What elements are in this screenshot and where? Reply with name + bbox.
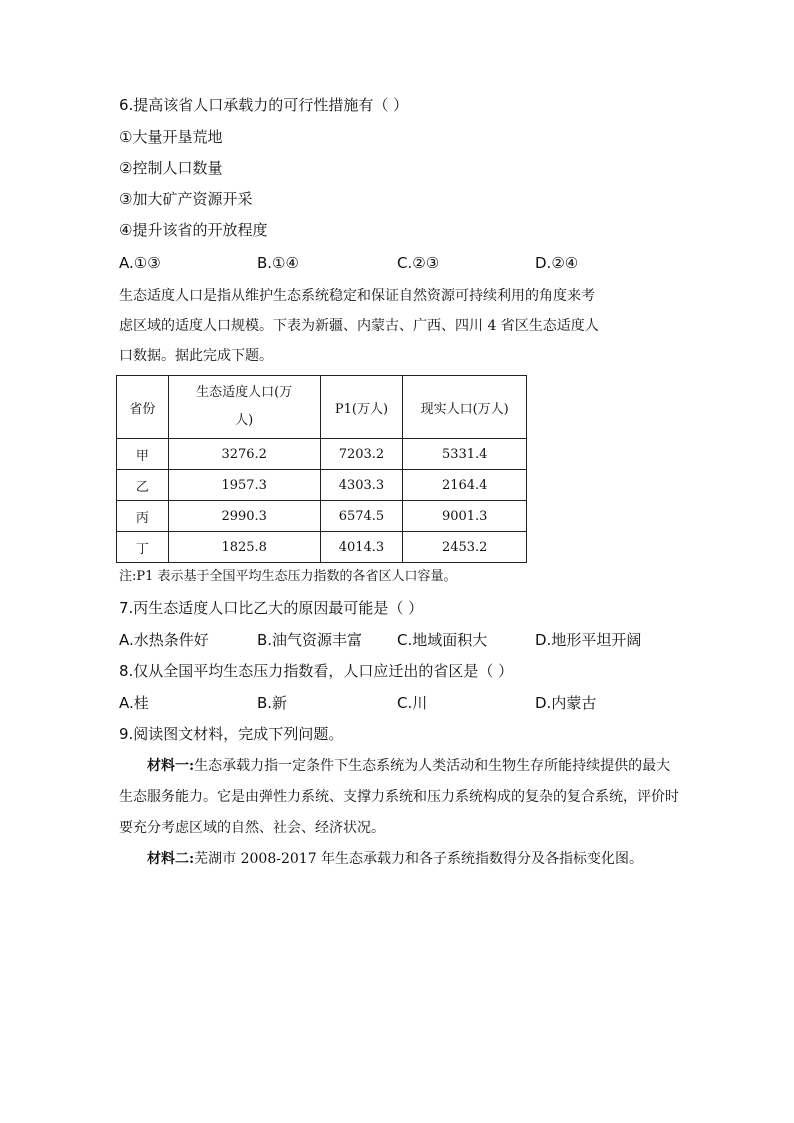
header-p1: P1(万人) bbox=[320, 376, 403, 439]
table-row bbox=[117, 470, 527, 501]
table-row bbox=[117, 501, 527, 532]
q7-option-d: D.地形平坦开阔 bbox=[535, 631, 642, 649]
cell-eco: 1825.8 bbox=[168, 532, 320, 563]
cell-real: 9001.3 bbox=[403, 501, 527, 532]
q6-option-d: D.②④ bbox=[535, 254, 579, 272]
cell-eco: 2990.3 bbox=[168, 501, 320, 532]
q8-option-b: B.新 bbox=[257, 694, 288, 712]
q6-options bbox=[119, 253, 719, 273]
q7-stem: 7.丙生态适度人口比乙大的原因最可能是（ ） bbox=[119, 599, 424, 617]
q7-option-a: A.水热条件好 bbox=[119, 631, 209, 649]
material-one bbox=[119, 751, 679, 844]
q7-option-c: C.地域面积大 bbox=[397, 631, 488, 649]
q8-option-d: D.内蒙古 bbox=[535, 694, 597, 712]
cell-p1: 7203.2 bbox=[320, 439, 403, 470]
intro-line-2: 虑区域的适度人口规模。下表为新疆、内蒙古、广西、四川 4 省区生态适度人 bbox=[119, 318, 599, 334]
material-two-label: 材料二: bbox=[147, 851, 195, 867]
q8-option-c: C.川 bbox=[397, 694, 428, 712]
cell-province: 丙 bbox=[117, 501, 169, 532]
q6-option-b: B.①④ bbox=[257, 254, 299, 272]
q6-item-3: ③加大矿产资源开采 bbox=[119, 190, 253, 208]
q7-option-b: B.油气资源丰富 bbox=[257, 631, 363, 649]
q7-options bbox=[119, 630, 719, 650]
table-row bbox=[117, 439, 527, 470]
intro-line-1: 生态适度人口是指从维护生态系统稳定和保证自然资源可持续利用的角度来考 bbox=[119, 288, 595, 304]
population-table bbox=[116, 375, 527, 563]
q8-stem: 8.仅从全国平均生态压力指数看，人口应迁出的省区是（ ） bbox=[119, 662, 514, 680]
cell-p1: 6574.5 bbox=[320, 501, 403, 532]
q6-option-a: A.①③ bbox=[119, 254, 161, 272]
q9-stem: 9.阅读图文材料，完成下列问题。 bbox=[119, 725, 344, 743]
cell-province: 甲 bbox=[117, 439, 169, 470]
cell-p1: 4303.3 bbox=[320, 470, 403, 501]
cell-real: 2164.4 bbox=[403, 470, 527, 501]
cell-province: 乙 bbox=[117, 470, 169, 501]
header-province: 省份 bbox=[117, 376, 169, 439]
q6-item-2: ②控制人口数量 bbox=[119, 159, 223, 177]
cell-real: 5331.4 bbox=[403, 439, 527, 470]
q8-option-a: A.桂 bbox=[119, 694, 149, 712]
cell-real: 2453.2 bbox=[403, 532, 527, 563]
cell-province: 丁 bbox=[117, 532, 169, 563]
table-header-row bbox=[117, 376, 527, 439]
q6-option-c: C.②③ bbox=[397, 254, 440, 272]
table-row bbox=[117, 532, 527, 563]
table-note: 注:P1 表示基于全国平均生态压力指数的各省区人口容量。 bbox=[119, 569, 457, 584]
header-eco-population bbox=[168, 376, 320, 439]
header-eco-population-text: 生态适度人口(万人) bbox=[196, 385, 293, 428]
material-one-text: 生态承载力指一定条件下生态系统为人类活动和生物生存所能持续提供的最大生态服务能力。它是由弹性力系统、支撑力系统和压力系统构成的复杂的复合系统，评价时要充分考虑区域的自然、社会、经济状况。 bbox=[119, 758, 679, 836]
q6-item-1: ①大量开垦荒地 bbox=[119, 128, 223, 146]
cell-p1: 4014.3 bbox=[320, 532, 403, 563]
q6-stem: 6.提高该省人口承载力的可行性措施有（ ） bbox=[119, 96, 409, 114]
q6-item-4: ④提升该省的开放程度 bbox=[119, 221, 268, 239]
material-two bbox=[119, 844, 679, 875]
cell-eco: 3276.2 bbox=[168, 439, 320, 470]
q8-options bbox=[119, 693, 719, 713]
intro-line-3: 口数据。据此完成下题。 bbox=[119, 348, 273, 364]
material-one-label: 材料一: bbox=[147, 758, 195, 774]
material-two-text: 芜湖市 2008-2017 年生态承载力和各子系统指数得分及各指标变化图。 bbox=[194, 851, 644, 867]
cell-eco: 1957.3 bbox=[168, 470, 320, 501]
header-real-population: 现实人口(万人) bbox=[403, 376, 527, 439]
